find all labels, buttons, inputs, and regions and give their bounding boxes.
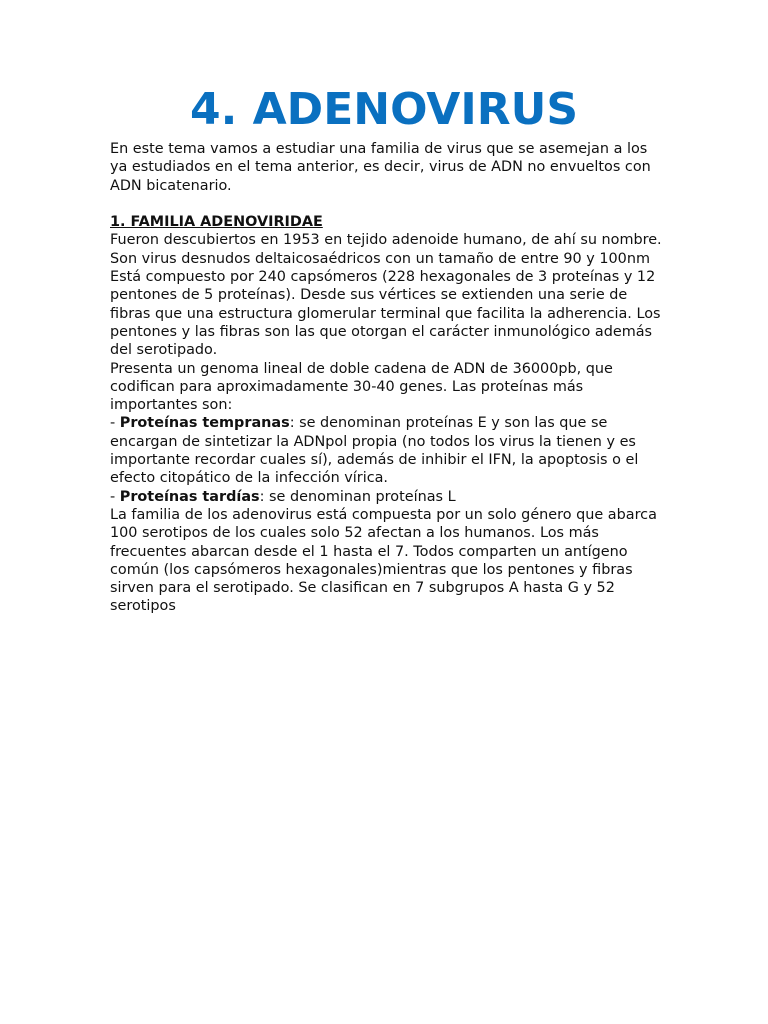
paragraph-classification: La familia de los adenovirus está compuesta por un solo género que abarca 100 serotipos de los cuales solo 52 afectan a los humanos. Los más frecuentes abarcan desde el 1 hasta el 7. Todos comparten un antígeno común (los capsómeros hexagonales)mientras que los pentones y fibras sirven para el serotipado. Se clasifican en 7 subgrupos A hasta G y 52 serotipos bbox=[110, 506, 657, 615]
protein-item-late bbox=[110, 488, 665, 506]
list-dash: - bbox=[110, 415, 120, 432]
protein-item-early bbox=[110, 414, 665, 487]
paragraph-discovery: Fueron descubiertos en 1953 en tejido adenoide humano, de ahí su nombre. bbox=[110, 232, 662, 249]
protein-description: : se denominan proteínas L bbox=[259, 488, 456, 505]
protein-term: Proteínas tardías bbox=[119, 488, 260, 505]
paragraph-genome: Presenta un genoma lineal de doble cadena de ADN de 36000pb, que codifican para aproximadamente 30-40 genes. Las proteínas más importantes son: bbox=[110, 360, 613, 414]
paragraph-gap bbox=[110, 195, 665, 213]
document-body bbox=[110, 140, 665, 616]
page-title: 4. ADENOVIRUS bbox=[189, 84, 579, 135]
intro-paragraph: En este tema vamos a estudiar una familia de virus que se asemejan a los ya estudiados en el tema anterior, es decir, virus de ADN no envueltos con ADN bicatenario. bbox=[110, 141, 651, 194]
section-heading: 1. FAMILIA ADENOVIRIDAE bbox=[110, 214, 323, 231]
protein-term: Proteínas tempranas bbox=[119, 415, 290, 432]
protein-description: : se denominan proteínas E y son las que se encargan de sintetizar la ADNpol propia (no todos los virus la tienen y es importante recordar cuales sí), además de inhibir el IFN, la apoptosis o el efecto citopático de la infección vírica. bbox=[110, 415, 639, 487]
paragraph-capsomeres: Está compuesto por 240 capsómeros (228 hexagonales de 3 proteínas y 12 pentones de 5 proteínas). Desde sus vértices se extienden una serie de fibras que una estructura glomerular terminal que facilita la adherencia. Los pentones y las fibras son las que otorgan el carácter inmunológico además del serotipado. bbox=[110, 269, 661, 359]
list-dash: - bbox=[110, 488, 120, 505]
paragraph-structure-size: Son virus desnudos deltaicosaédricos con un tamaño de entre 90 y 100nm bbox=[110, 250, 650, 267]
